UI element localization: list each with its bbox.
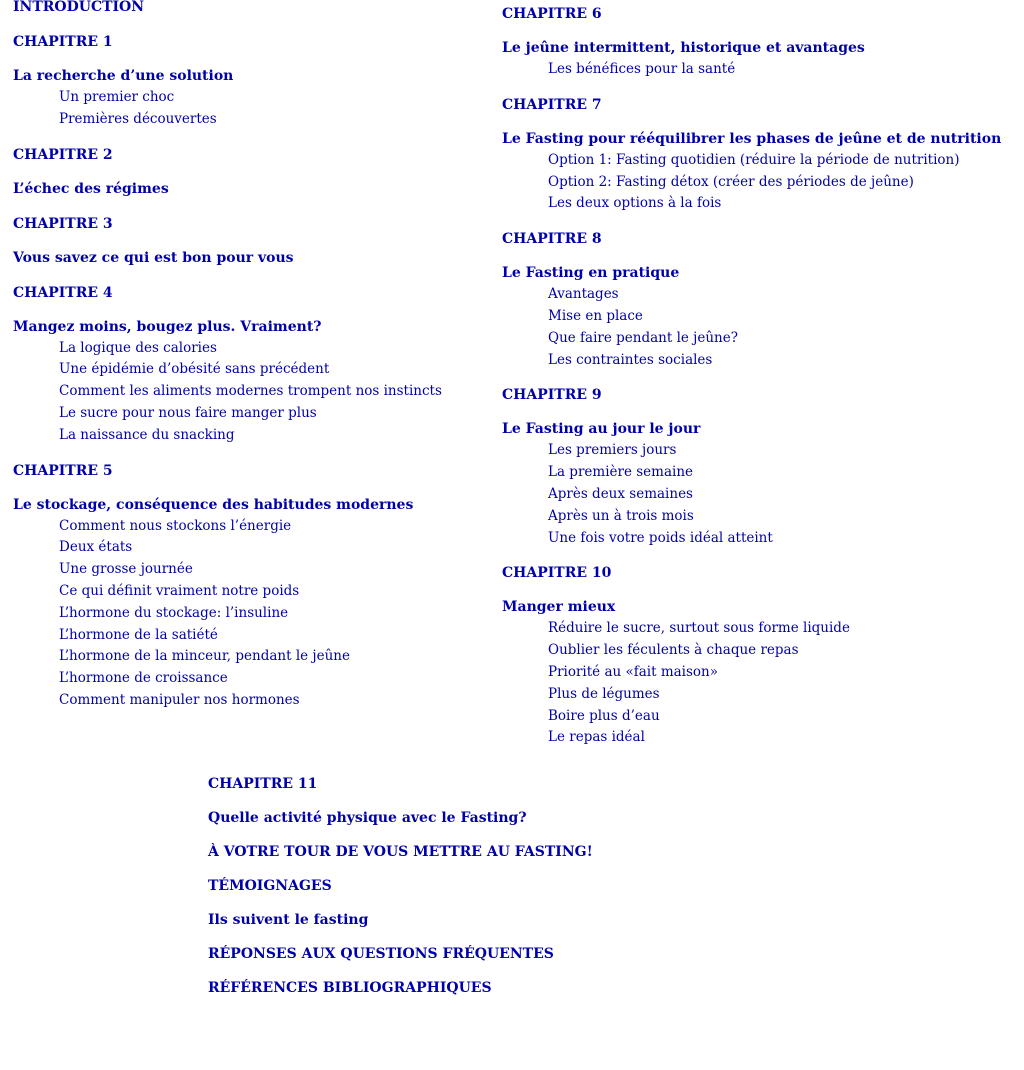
toc-subentry-le-sucre-pour-nous-faire-manger-plus[interactable]: Le sucre pour nous faire manger plus [59,404,317,421]
toc-subentry-les-benefices-pour-la-sante[interactable]: Les bénéfices pour la santé [548,61,736,77]
toc-entry-chapitre-1[interactable]: CHAPITRE 1 [13,34,113,50]
toc-subentry-l-hormone-de-la-satiete[interactable]: L’hormone de la satiété [59,626,218,643]
toc-entry-introduction[interactable]: INTRODUCTION [13,0,145,15]
toc-subsection-list [13,516,483,712]
toc-subentry-comment-les-aliments-modernes-trompent-n[interactable]: Comment les aliments modernes trompent nos instincts [59,383,442,400]
toc-entry-references-bibliographiques[interactable]: RÉFÉRENCES BIBLIOGRAPHIQUES [208,980,492,996]
toc-subentry-une-fois-votre-poids-ideal-atteint[interactable]: Une fois votre poids idéal atteint [548,529,773,546]
toc-entry-la-recherche-d-une-solution[interactable]: La recherche d’une solution [13,68,234,84]
toc-entry-le-fasting-au-jour-le-jour[interactable]: Le Fasting au jour le jour [502,421,701,438]
toc-entry-ils-suivent-le-fasting[interactable]: Ils suivent le fasting [208,912,369,928]
toc-right-column [502,4,1017,749]
toc-entry-reponses-aux-questions-frequentes[interactable]: RÉPONSES AUX QUESTIONS FRÉQUENTES [208,946,554,962]
toc-subsection-list [502,440,1017,549]
toc-subentry-reduire-le-sucre-surtout-sous-forme-liqu[interactable]: Réduire le sucre, surtout sous forme liquide [548,620,850,637]
toc-entry-a-votre-tour-de-vous-mettre-au-fasting[interactable]: À VOTRE TOUR DE VOUS METTRE AU FASTING! [208,844,593,860]
toc-subentry-ce-qui-definit-vraiment-notre-poids[interactable]: Ce qui définit vraiment notre poids [59,582,300,599]
toc-subsection-list [13,338,483,447]
toc-entry-chapitre-9[interactable]: CHAPITRE 9 [502,387,602,404]
toc-subentry-la-logique-des-calories[interactable]: La logique des calories [59,339,217,356]
toc-subentry-comment-nous-stockons-l-energie[interactable]: Comment nous stockons l’énergie [59,517,292,534]
toc-subentry-mise-en-place[interactable]: Mise en place [548,307,643,324]
toc-subsection-list [502,618,1017,749]
toc-entry-l-echec-des-regimes[interactable]: L’échec des régimes [13,180,169,197]
toc-entry-le-jeune-intermittent-historique-et-avan[interactable]: Le jeûne intermittent, historique et avantages [502,40,865,56]
toc-subsection-list [502,150,1017,215]
toc-subentry-option-1-fasting-quotidien-reduire-la-pe[interactable]: Option 1: Fasting quotidien (réduire la période de nutrition) [548,151,960,168]
toc-subentry-que-faire-pendant-le-jeune[interactable]: Que faire pendant le jeûne? [548,329,738,346]
toc-entry-quelle-activite-physique-avec-le-fasting[interactable]: Quelle activité physique avec le Fasting? [208,810,527,826]
toc-entry-chapitre-11[interactable]: CHAPITRE 11 [208,776,318,792]
toc-entry-chapitre-3[interactable]: CHAPITRE 3 [13,215,113,232]
toc-subentry-priorite-au-fait-maison[interactable]: Priorité au «fait maison» [548,663,719,680]
toc-entry-mangez-moins-bougez-plus-vraiment[interactable]: Mangez moins, bougez plus. Vraiment? [13,318,322,335]
toc-subentry-l-hormone-de-croissance[interactable]: L’hormone de croissance [59,670,228,687]
toc-bottom-column [208,774,808,999]
toc-subentry-deux-etats[interactable]: Deux états [59,539,133,556]
toc-entry-manger-mieux[interactable]: Manger mieux [502,599,616,616]
toc-subentry-les-premiers-jours[interactable]: Les premiers jours [548,442,677,459]
toc-entry-chapitre-7[interactable]: CHAPITRE 7 [502,96,602,113]
toc-subentry-le-repas-ideal[interactable]: Le repas idéal [548,729,645,746]
toc-subentry-apres-un-a-trois-mois[interactable]: Après un à trois mois [548,507,694,524]
toc-subentry-la-premiere-semaine[interactable]: La première semaine [548,464,693,481]
toc-entry-chapitre-5[interactable]: CHAPITRE 5 [13,462,113,479]
toc-subentry-une-epidemie-d-obesite-sans-precedent[interactable]: Une épidémie d’obésité sans précédent [59,361,330,378]
toc-entry-le-fasting-pour-reequilibrer-les-phases-[interactable]: Le Fasting pour rééquilibrer les phases de jeûne et de nutrition [502,130,1002,147]
toc-subsection-list [502,284,1017,371]
toc-subentry-l-hormone-du-stockage-l-insuline[interactable]: L’hormone du stockage: l’insuline [59,604,289,621]
toc-entry-le-stockage-consequence-des-habitudes-mo[interactable]: Le stockage, conséquence des habitudes modernes [13,496,414,513]
toc-left-column [13,0,483,712]
toc-subentry-oublier-les-feculents-a-chaque-repas[interactable]: Oublier les féculents à chaque repas [548,642,799,659]
toc-subentry-un-premier-choc[interactable]: Un premier choc [59,89,175,105]
toc-entry-chapitre-10[interactable]: CHAPITRE 10 [502,565,612,582]
toc-subentry-comment-manipuler-nos-hormones[interactable]: Comment manipuler nos hormones [59,691,300,708]
toc-entry-chapitre-6[interactable]: CHAPITRE 6 [502,6,602,22]
toc-subentry-la-naissance-du-snacking[interactable]: La naissance du snacking [59,426,235,443]
toc-subentry-les-deux-options-a-la-fois[interactable]: Les deux options à la fois [548,195,722,212]
toc-subentry-les-contraintes-sociales[interactable]: Les contraintes sociales [548,351,713,368]
toc-subentry-l-hormone-de-la-minceur-pendant-le-jeune[interactable]: L’hormone de la minceur, pendant le jeûne [59,648,350,665]
toc-subentry-plus-de-legumes[interactable]: Plus de légumes [548,685,660,702]
toc-subentry-apres-deux-semaines[interactable]: Après deux semaines [548,485,693,502]
toc-entry-chapitre-4[interactable]: CHAPITRE 4 [13,284,113,301]
toc-subentry-avantages[interactable]: Avantages [548,286,619,303]
toc-subentry-option-2-fasting-detox-creer-des-periode[interactable]: Option 2: Fasting détox (créer des périodes de jeûne) [548,173,914,190]
toc-entry-chapitre-8[interactable]: CHAPITRE 8 [502,231,602,248]
toc-subentry-une-grosse-journee[interactable]: Une grosse journée [59,561,193,578]
toc-entry-vous-savez-ce-qui-est-bon-pour-vous[interactable]: Vous savez ce qui est bon pour vous [13,249,294,266]
toc-subsection-list [502,59,1017,81]
toc-subsection-list [13,87,483,131]
toc-subentry-premieres-decouvertes[interactable]: Premières découvertes [59,110,217,127]
toc-entry-le-fasting-en-pratique[interactable]: Le Fasting en pratique [502,265,680,282]
toc-subentry-boire-plus-d-eau[interactable]: Boire plus d’eau [548,707,660,724]
toc-entry-temoignages[interactable]: TÉMOIGNAGES [208,878,332,894]
toc-entry-chapitre-2[interactable]: CHAPITRE 2 [13,146,113,163]
